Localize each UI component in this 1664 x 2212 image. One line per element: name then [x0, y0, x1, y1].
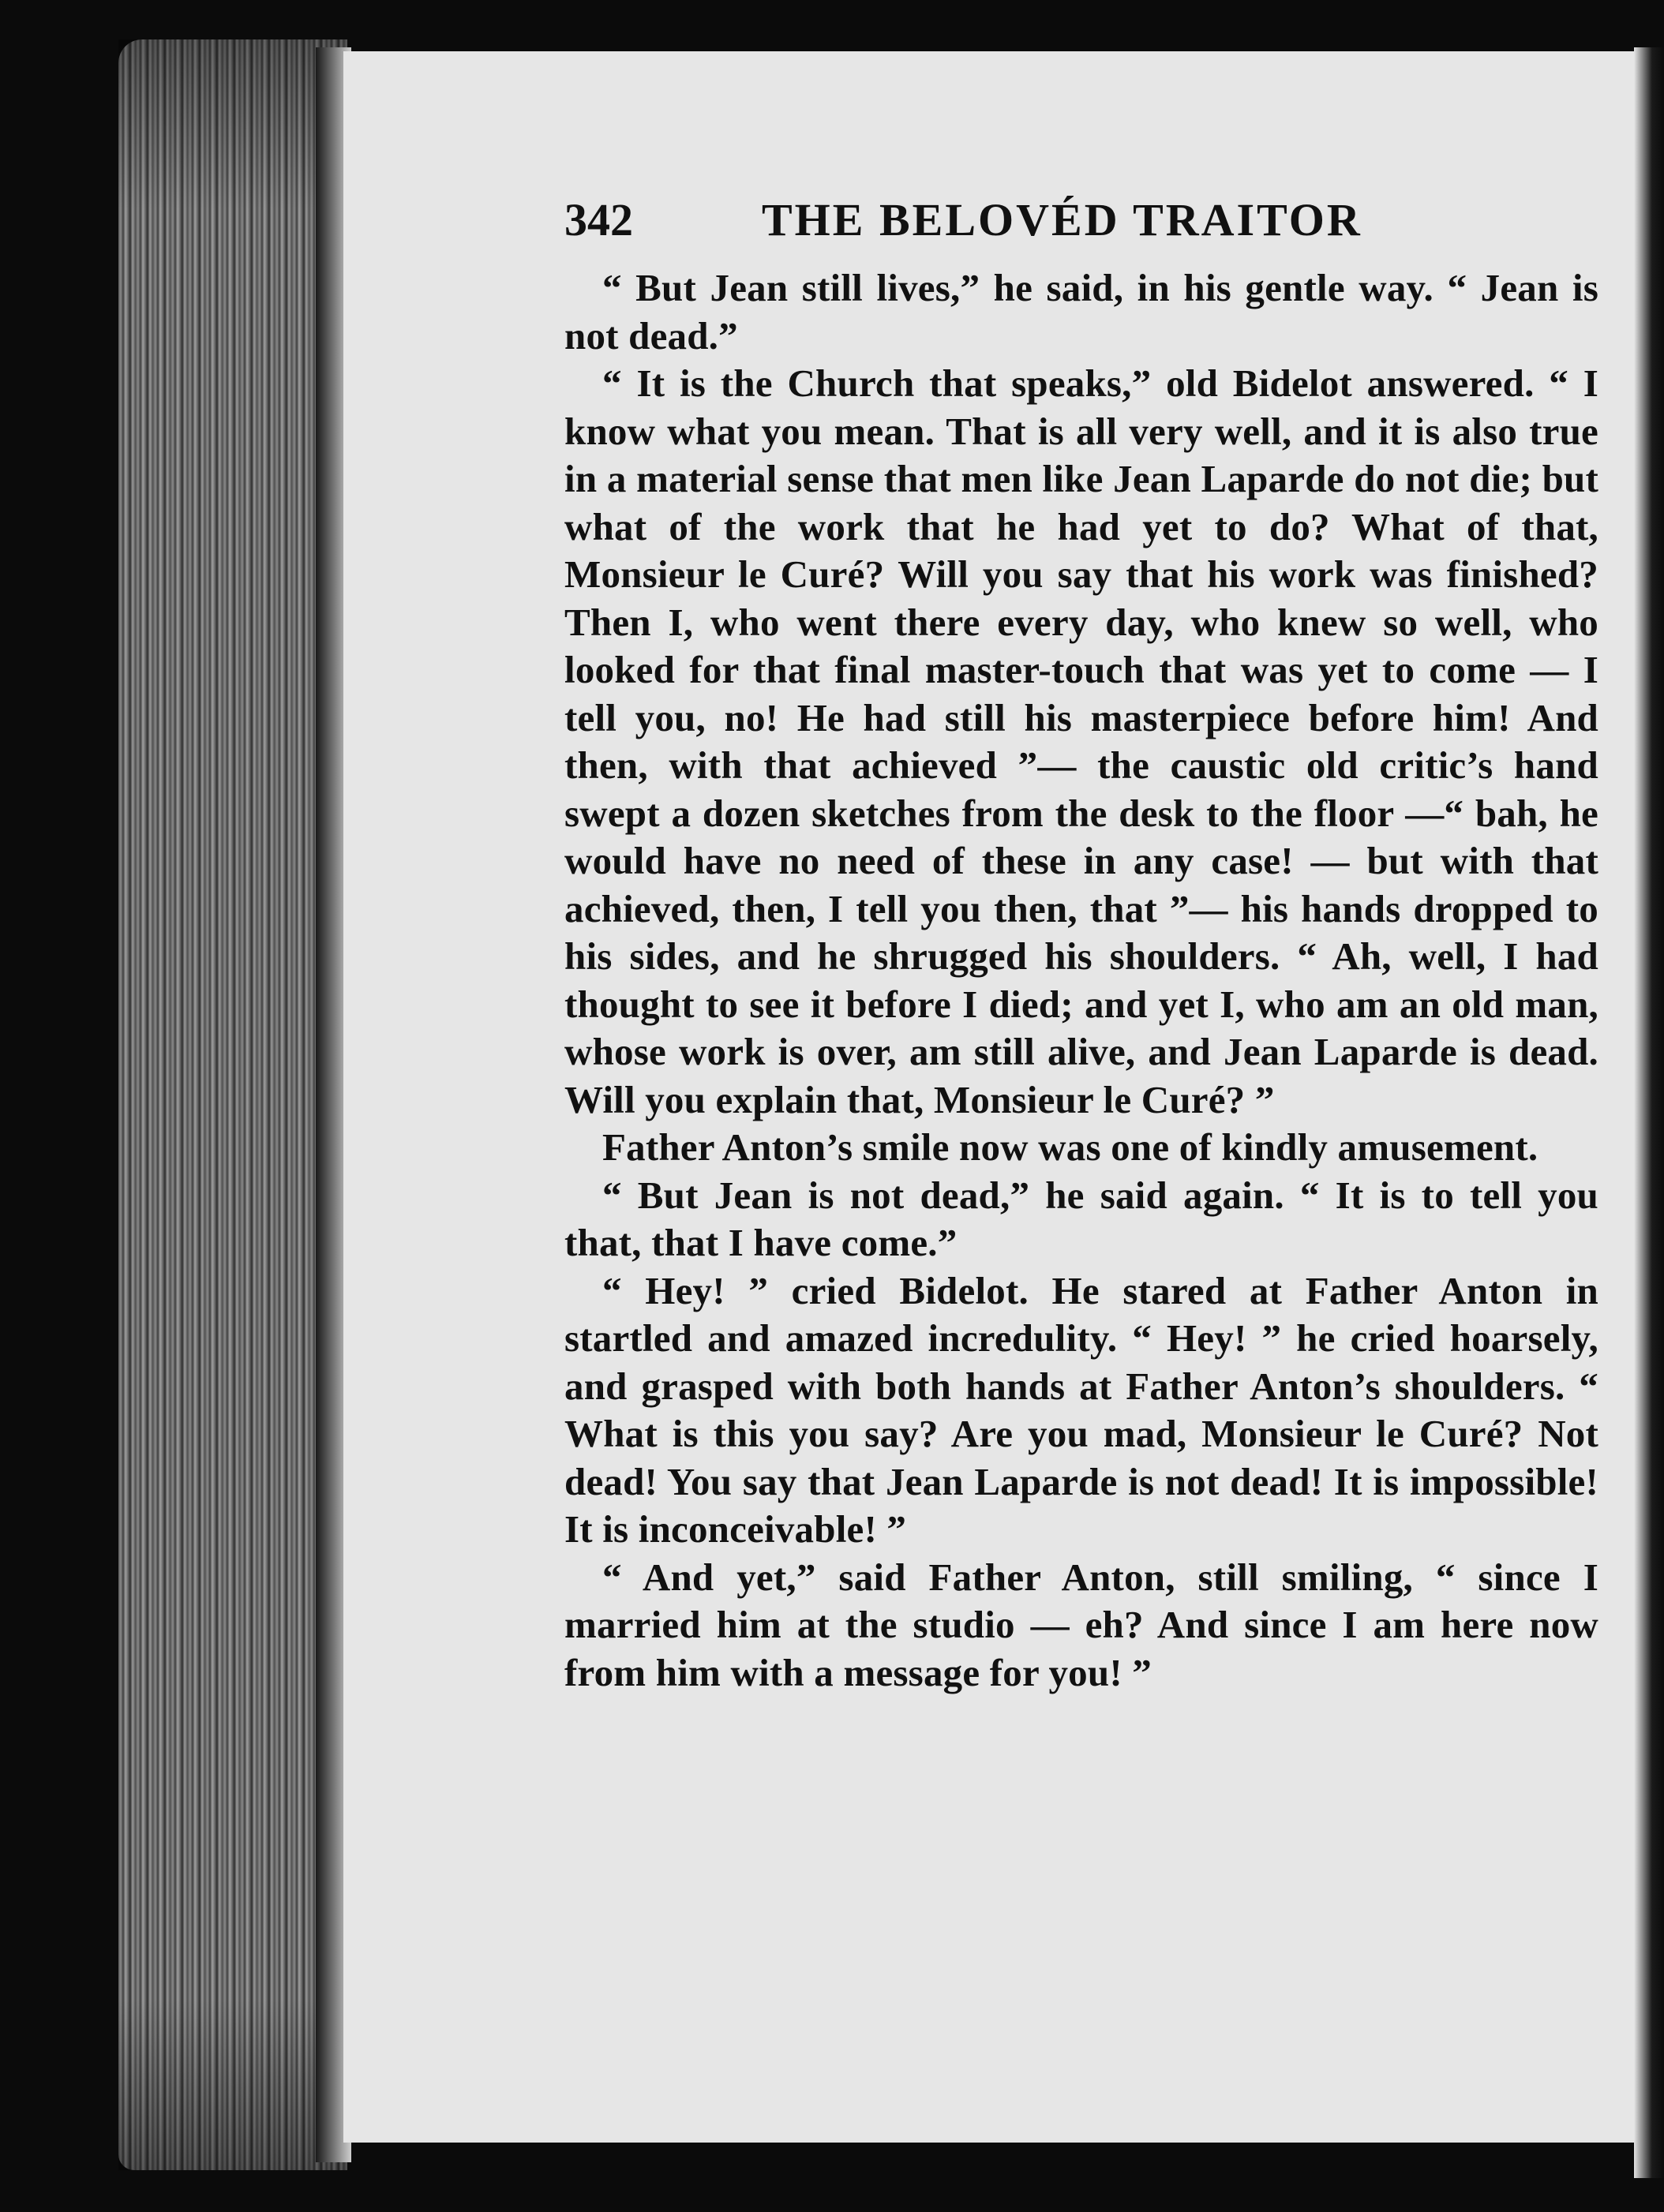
running-head: [564, 193, 1598, 256]
paragraph: “ But Jean still lives,” he said, in his gentle way. “ Jean is not dead.”: [564, 266, 1598, 357]
page-edges: [118, 39, 347, 2170]
paragraph: “ And yet,” said Father Anton, still smiling, “ since I married him at the studio — eh? And since I am here now from him with a message for you! ”: [564, 1555, 1598, 1694]
paragraph: “ It is the Church that speaks,” old Bidelot answered. “ I know what you mean. That is all very well, and it is also true in a material sense that men like Jean Laparde do not die; but what of the work that he had yet to do? What of that, Monsieur le Curé? Will you say that his work was finished? Then I, who went there every day, who knew so well, who looked for that final master-touch that was yet to come — I tell you, no! He had still his masterpiece before him! And then, with that achieved ”— the caustic old critic’s hand swept a dozen sketches from the desk to the floor —“ bah, he would have no need of these in any case! — but with that achieved, then, I tell you then, that ”— his hands dropped to his sides, and he shrugged his shoulders. “ Ah, well, I had thought to see it before I died; and yet I, who am an old man, whose work is over, am still alive, and Jean Laparde is dead. Will you explain that, Monsieur le Curé? ”: [564, 361, 1598, 1121]
page-right-edge: [1634, 47, 1664, 2178]
paragraph: Father Anton’s smile now was one of kindly amusement.: [602, 1125, 1538, 1169]
book-title-header: THE BELOVÉD TRAITOR: [762, 194, 1362, 245]
page-text-block: [564, 193, 1598, 1697]
paragraph: “ Hey! ” cried Bidelot. He stared at Father Anton in startled and amazed incredulity. “ Hey! ” he cried hoarsely, and grasped with both hands at Father Anton’s shoulders. “ What is this you say? Are you mad, Monsieur le Curé? Not dead! You say that Jean Laparde is not dead! It is impossible! It is inconceivable! ”: [564, 1268, 1598, 1551]
paragraph: “ But Jean is not dead,” he said again. “ It is to tell you that, that I have come.”: [564, 1173, 1598, 1264]
page-number: 342: [564, 194, 633, 245]
